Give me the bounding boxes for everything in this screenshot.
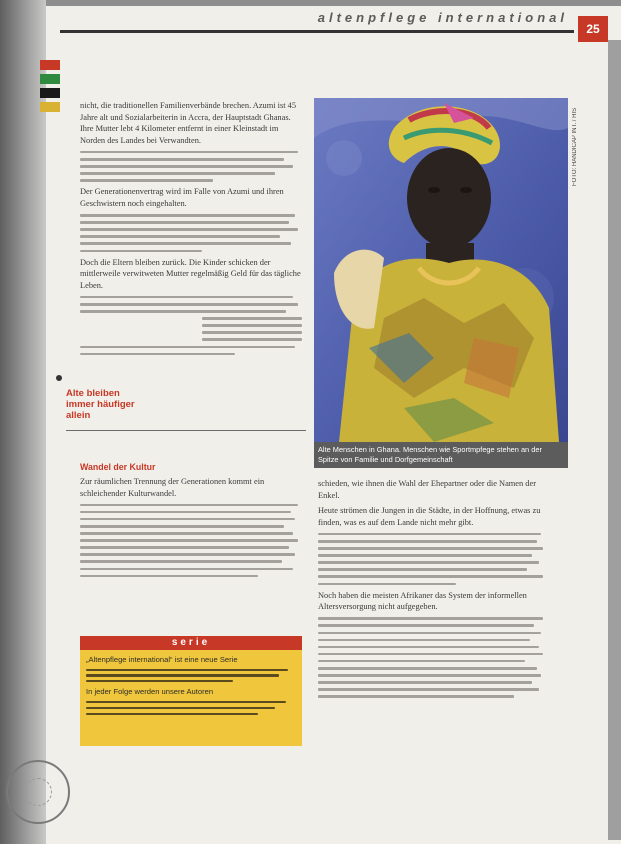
- body-text-left-upper: [80, 100, 302, 360]
- page-edge-strip: [608, 40, 621, 840]
- paragraph-eltern: Doch die Eltern bleiben zurück. Die Kinder schicken der mittlerweile verwitweten Mutter regelmäßig Geld für das tägliche Leben.: [80, 257, 301, 290]
- serie-paragraph-2: In jeder Folge werden unsere Autoren: [86, 687, 214, 697]
- serie-paragraph-1: „Altenpflege international“ ist eine neue Serie: [86, 655, 238, 664]
- paragraph-generationenvertrag: Der Generationenvertrag wird im Falle von Azumi und ihren Geschwistern noch eingehalten.: [80, 187, 284, 208]
- paragraph-right-2: Heute strömen die Jungen in die Städte, in der Hoffnung, etwas zu finden, was es auf dem Lande nicht mehr gibt.: [318, 506, 541, 527]
- photo-caption: Alte Menschen in Ghana. Menschen wie Sportmpfege stehen an der Spitze von Familie und Dorfgemeinschaft: [314, 442, 568, 468]
- color-tab-marks: [40, 60, 60, 116]
- book-binding-shadow: [0, 0, 46, 844]
- serie-body: [80, 650, 302, 715]
- serie-info-box: [80, 636, 302, 746]
- intro-paragraph: nicht, die traditionellen Familienverbände brechen. Azumi ist 45 Jahre alt und Sozialarbeiterin in Accra, der Hauptstadt Ghanas. Ihre Mutter lebt 4 Kilometer entfernt in einer Kleinstadt im Norden des Landes bei Verwandten.: [80, 101, 297, 145]
- body-text-left-lower: [80, 476, 302, 582]
- page-number: 25: [578, 16, 608, 42]
- body-text-right: [318, 478, 548, 702]
- pull-quote-rule: [66, 430, 306, 431]
- photo-illustration: [314, 98, 568, 442]
- magazine-header-title: altenpflege international: [317, 10, 568, 25]
- pull-quote-bullet: [56, 375, 62, 381]
- decorative-stamp: [6, 760, 70, 824]
- section-subhead: Wandel der Kultur: [80, 462, 156, 472]
- paragraph-right-3: Noch haben die meisten Afrikaner das System der informellen Altersversorgung nicht aufgegeben.: [318, 590, 527, 612]
- stamp-inner-ring: [24, 778, 52, 806]
- photo-credit: FOTO: HANDICAP INT. / HIS: [572, 107, 578, 186]
- photo-ghana-woman: [314, 98, 568, 442]
- serie-label: serie: [80, 636, 302, 650]
- header-rule: [60, 30, 574, 33]
- pull-quote: Alte bleiben immer häufiger allein: [66, 388, 135, 421]
- paragraph-right-1: schieden, wie ihnen die Wahl der Ehepartner oder die Namen der Enkel.: [318, 479, 536, 500]
- paragraph-kulturwandel: Zur räumlichen Trennung der Generationen kommt ein schleichender Kulturwandel.: [80, 477, 265, 498]
